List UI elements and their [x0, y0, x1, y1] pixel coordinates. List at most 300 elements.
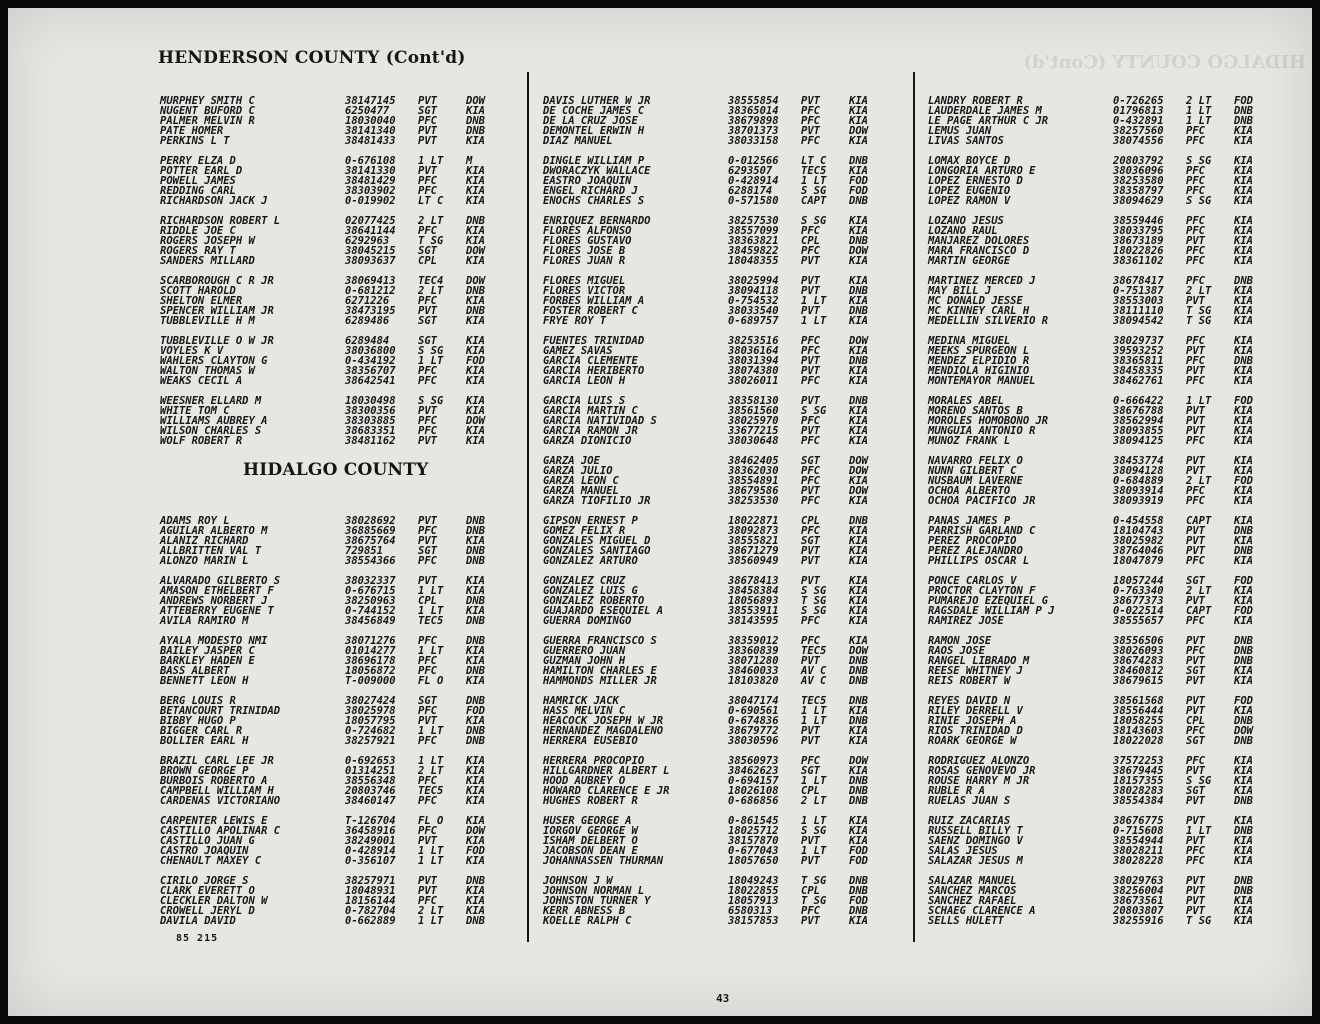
- rank: PFC: [1186, 495, 1205, 507]
- rank: TEC5: [418, 615, 444, 627]
- roster-name: RANGEL LIBRADO M: [928, 655, 1030, 667]
- service-number: 0-454558: [1113, 515, 1164, 527]
- casualty-status: KIA: [1234, 775, 1253, 787]
- rank: 2 LT: [1186, 475, 1212, 487]
- rank: PVT: [801, 95, 820, 107]
- roster-group: [928, 456, 1288, 506]
- bleed-through-text: HIDALGO COUNTY (Cont'd): [1023, 52, 1306, 73]
- rank: S SG: [418, 395, 444, 407]
- service-number: 38300356: [345, 405, 396, 417]
- rank: CPL: [801, 785, 820, 797]
- service-number: 38361102: [1113, 255, 1164, 267]
- service-number: 38074380: [728, 365, 779, 377]
- rank: PVT: [1186, 885, 1205, 897]
- service-number: 0-674836: [728, 715, 779, 727]
- rank: PVT: [1186, 525, 1205, 537]
- roster-name: LIVAS SANTOS: [928, 135, 1004, 147]
- roster-name: LAUDERDALE JAMES M: [928, 105, 1042, 117]
- service-number: 38365811: [1113, 355, 1164, 367]
- rank: PFC: [801, 345, 820, 357]
- casualty-status: DNB: [849, 665, 868, 677]
- casualty-status: FOD: [1234, 95, 1253, 107]
- casualty-status: KIA: [466, 785, 485, 797]
- casualty-status: FOD: [849, 895, 868, 907]
- casualty-status: DNB: [466, 545, 485, 557]
- service-number: 6580313: [728, 905, 773, 917]
- rank: PFC: [418, 825, 437, 837]
- rank: PFC: [418, 775, 437, 787]
- casualty-status: DNB: [1234, 115, 1253, 127]
- casualty-status: KIA: [1234, 415, 1253, 427]
- roster-entry: [160, 196, 520, 206]
- casualty-status: KIA: [1234, 765, 1253, 777]
- rank: 2 LT: [418, 765, 444, 777]
- roster-name: BIGGER CARL R: [160, 725, 243, 737]
- hidalgo-county-heading: HIDALGO COUNTY: [243, 460, 429, 480]
- casualty-status: DNB: [849, 675, 868, 687]
- rank: PFC: [1186, 175, 1205, 187]
- casualty-status: KIA: [849, 835, 868, 847]
- service-number: 38094128: [1113, 465, 1164, 477]
- service-number: 20803807: [1113, 905, 1164, 917]
- roster-name: GARCIA MARTIN C: [543, 405, 638, 417]
- service-number: 0-677043: [728, 845, 779, 857]
- service-number: 38676775: [1113, 815, 1164, 827]
- rank: 1 LT: [1186, 825, 1212, 837]
- casualty-status: KIA: [466, 755, 485, 767]
- service-number: 36885669: [345, 525, 396, 537]
- roster-name: POWELL JAMES: [160, 175, 236, 187]
- roster-name: BASS ALBERT: [160, 665, 230, 677]
- service-number: 18030498: [345, 395, 396, 407]
- casualty-status: KIA: [1234, 555, 1253, 567]
- rank: AV C: [801, 665, 827, 677]
- casualty-status: DNB: [849, 715, 868, 727]
- casualty-status: DNB: [466, 525, 485, 537]
- rank: 1 LT: [801, 845, 827, 857]
- roster-entry: [160, 556, 520, 566]
- casualty-status: DNB: [849, 515, 868, 527]
- rank: SGT: [1186, 785, 1205, 797]
- service-number: 6250477: [345, 105, 390, 117]
- casualty-status: KIA: [1234, 425, 1253, 437]
- casualty-status: DOW: [466, 95, 485, 107]
- rank: PVT: [418, 305, 437, 317]
- service-number: 38036096: [1113, 165, 1164, 177]
- roster-entry: [928, 136, 1288, 146]
- roster-group: [160, 336, 520, 386]
- roster-name: GUERRERO JUAN: [543, 645, 626, 657]
- roster-group: [928, 336, 1288, 386]
- service-number: 38071276: [345, 635, 396, 647]
- service-number: 0-751387: [1113, 285, 1164, 297]
- rank: PFC: [418, 415, 437, 427]
- roster-name: GONZALEZ ROBERTO: [543, 595, 645, 607]
- casualty-status: DNB: [466, 635, 485, 647]
- rank: PVT: [418, 135, 437, 147]
- service-number: 38111110: [1113, 305, 1164, 317]
- roster-group: [928, 276, 1288, 326]
- roster-name: MAY BILL J: [928, 285, 992, 297]
- service-number: 18022871: [728, 515, 779, 527]
- casualty-status: DOW: [1234, 725, 1253, 737]
- casualty-status: DNB: [1234, 645, 1253, 657]
- rank: 2 LT: [418, 285, 444, 297]
- rank: PVT: [418, 435, 437, 447]
- rank: 1 LT: [418, 355, 444, 367]
- rank: TEC4: [418, 275, 444, 287]
- casualty-status: KIA: [466, 255, 485, 267]
- roster-name: MOROLES HOMOBONO JR: [928, 415, 1049, 427]
- casualty-status: DOW: [849, 465, 868, 477]
- roster-name: RIOS TRINIDAD D: [928, 725, 1023, 737]
- service-number: 38365014: [728, 105, 779, 117]
- rank: T SG: [801, 895, 827, 907]
- casualty-status: KIA: [1234, 535, 1253, 547]
- rank: PVT: [1186, 545, 1205, 557]
- rank: PFC: [418, 795, 437, 807]
- roster-name: SALAZAR JESUS M: [928, 855, 1023, 867]
- casualty-status: KIA: [849, 425, 868, 437]
- casualty-status: DNB: [466, 915, 485, 927]
- rank: PFC: [801, 475, 820, 487]
- roster-group: [160, 216, 520, 266]
- roster-name: LOPEZ EUGENIO: [928, 185, 1011, 197]
- casualty-status: KIA: [466, 895, 485, 907]
- roster-name: BURBOIS ROBERTO A: [160, 775, 268, 787]
- rank: 1 LT: [418, 755, 444, 767]
- casualty-status: DNB: [466, 515, 485, 527]
- rank: PVT: [418, 125, 437, 137]
- service-number: 18057244: [1113, 575, 1164, 587]
- roster-name: POTTER EARL D: [160, 165, 243, 177]
- roster-name: BERG LOUIS R: [160, 695, 236, 707]
- casualty-status: KIA: [466, 795, 485, 807]
- roster-name: LOZANO JESUS: [928, 215, 1004, 227]
- casualty-status: KIA: [466, 835, 485, 847]
- service-number: 38679772: [728, 725, 779, 737]
- roster-group: [543, 276, 903, 326]
- service-number: 0-662889: [345, 915, 396, 927]
- roster-entry: [543, 376, 903, 386]
- service-number: 38093855: [1113, 425, 1164, 437]
- rank: 1 LT: [801, 315, 827, 327]
- roster-name: GONZALES MIGUEL D: [543, 535, 651, 547]
- casualty-status: DNB: [1234, 795, 1253, 807]
- service-number: 0-676108: [345, 155, 396, 167]
- roster-name: ALANIZ RICHARD: [160, 535, 249, 547]
- roster-name: SAENZ DOMINGO V: [928, 835, 1023, 847]
- casualty-status: DNB: [849, 785, 868, 797]
- service-number: 729851: [345, 545, 383, 557]
- service-number: 0-428914: [728, 175, 779, 187]
- service-number: 38257921: [345, 735, 396, 747]
- casualty-status: FOD: [1234, 575, 1253, 587]
- casualty-status: KIA: [466, 855, 485, 867]
- roster-name: REESE WHITNEY J: [928, 665, 1023, 677]
- roster-name: GARZA JULIO: [543, 465, 613, 477]
- casualty-status: KIA: [1234, 895, 1253, 907]
- roster-name: CASTRO JOAQUIN: [160, 845, 249, 857]
- service-number: 0-356107: [345, 855, 396, 867]
- service-number: 0-666422: [1113, 395, 1164, 407]
- roster-name: RICHARDSON JACK J: [160, 195, 268, 207]
- roster-name: GUERRA FRANCISCO S: [543, 635, 657, 647]
- roster-name: WEESNER ELLARD M: [160, 395, 262, 407]
- rank: PVT: [1186, 235, 1205, 247]
- service-number: 38026011: [728, 375, 779, 387]
- roster-entry: [543, 616, 903, 626]
- rank: 2 LT: [1186, 585, 1212, 597]
- roster-name: GARZA JOE: [543, 455, 600, 467]
- rank: PFC: [418, 185, 437, 197]
- rank: PFC: [801, 225, 820, 237]
- roster-name: REYES DAVID N: [928, 695, 1011, 707]
- casualty-status: KIA: [1234, 255, 1253, 267]
- service-number: 38462761: [1113, 375, 1164, 387]
- roster-group: [543, 816, 903, 866]
- rank: PVT: [801, 425, 820, 437]
- casualty-status: KIA: [466, 345, 485, 357]
- casualty-status: KIA: [849, 545, 868, 557]
- roster-name: NUSBAUM LAVERNE: [928, 475, 1023, 487]
- service-number: 0-684889: [1113, 475, 1164, 487]
- service-number: 18030040: [345, 115, 396, 127]
- service-number: 0-434192: [345, 355, 396, 367]
- roster-name: SALAS JESUS: [928, 845, 998, 857]
- roster-group: [543, 456, 903, 506]
- casualty-status: DNB: [849, 195, 868, 207]
- roster-entry: [160, 916, 520, 926]
- roster-name: GUZMAN JOHN H: [543, 655, 626, 667]
- service-number: 38674283: [1113, 655, 1164, 667]
- roster-name: JOHNSON J W: [543, 875, 613, 887]
- rank: 1 LT: [418, 605, 444, 617]
- rank: T SG: [801, 875, 827, 887]
- casualty-status: KIA: [849, 435, 868, 447]
- service-number: 39593252: [1113, 345, 1164, 357]
- roster-name: RIDDLE JOE C: [160, 225, 236, 237]
- service-number: 20803746: [345, 785, 396, 797]
- rank: PFC: [801, 335, 820, 347]
- roster-name: HOOD AUBREY O: [543, 775, 626, 787]
- rank: PFC: [418, 365, 437, 377]
- casualty-status: DNB: [466, 595, 485, 607]
- roster-group: [928, 576, 1288, 626]
- casualty-status: KIA: [466, 135, 485, 147]
- roster-name: FLORES ALFONSO: [543, 225, 632, 237]
- casualty-status: KIA: [1234, 855, 1253, 867]
- rank: PVT: [1186, 815, 1205, 827]
- casualty-status: KIA: [466, 655, 485, 667]
- service-number: 0-754532: [728, 295, 779, 307]
- roster-name: LE PAGE ARTHUR C JR: [928, 115, 1049, 127]
- service-number: 38069413: [345, 275, 396, 287]
- casualty-status: DOW: [466, 825, 485, 837]
- casualty-status: DOW: [849, 755, 868, 767]
- casualty-status: DOW: [849, 125, 868, 137]
- casualty-status: KIA: [1234, 345, 1253, 357]
- casualty-status: KIA: [466, 165, 485, 177]
- rank: PVT: [1186, 795, 1205, 807]
- rank: PVT: [1186, 835, 1205, 847]
- roster-name: CROWELL JERYL D: [160, 905, 255, 917]
- casualty-status: DNB: [849, 795, 868, 807]
- roster-name: RAMIREZ JOSE: [928, 615, 1004, 627]
- roster-name: CARPENTER LEWIS E: [160, 815, 268, 827]
- roster-name: FRYE ROY T: [543, 315, 607, 327]
- roster-group: [160, 876, 520, 926]
- document-page: [8, 8, 1312, 1016]
- service-number: 18048931: [345, 885, 396, 897]
- roster-group: [160, 276, 520, 326]
- casualty-status: KIA: [1234, 815, 1253, 827]
- rank: CPL: [801, 235, 820, 247]
- roster-name: FLORES JOSE B: [543, 245, 626, 257]
- service-number: 38679898: [728, 115, 779, 127]
- rank: PFC: [418, 705, 437, 717]
- roster-name: GARZA LEON C: [543, 475, 619, 487]
- rank: PVT: [1186, 875, 1205, 887]
- service-number: 38462405: [728, 455, 779, 467]
- casualty-status: DNB: [1234, 105, 1253, 117]
- service-number: 0-571580: [728, 195, 779, 207]
- roster-name: PROCTOR CLAYTON F: [928, 585, 1036, 597]
- roster-name: ROARK GEORGE W: [928, 735, 1017, 747]
- casualty-status: DNB: [849, 885, 868, 897]
- roster-name: DE COCHE JAMES C: [543, 105, 645, 117]
- rank: SGT: [418, 315, 437, 327]
- casualty-status: DNB: [466, 125, 485, 137]
- rank: AV C: [801, 675, 827, 687]
- casualty-status: KIA: [466, 645, 485, 657]
- casualty-status: DNB: [849, 305, 868, 317]
- service-number: 38253516: [728, 335, 779, 347]
- casualty-status: KIA: [466, 585, 485, 597]
- service-number: 33677215: [728, 425, 779, 437]
- roster-name: PUMAREJO EZEQUIEL G: [928, 595, 1049, 607]
- roster-name: CAMPBELL WILLIAM H: [160, 785, 274, 797]
- rank: PVT: [801, 285, 820, 297]
- service-number: 38253580: [1113, 175, 1164, 187]
- rank: SGT: [418, 245, 437, 257]
- rank: PFC: [1186, 125, 1205, 137]
- roster-group: [928, 216, 1288, 266]
- rank: PVT: [418, 95, 437, 107]
- casualty-status: KIA: [466, 905, 485, 917]
- roster-name: PALMER MELVIN R: [160, 115, 255, 127]
- rank: PVT: [418, 875, 437, 887]
- roster-name: BARKLEY HADEN E: [160, 655, 255, 667]
- roster-name: BAILEY JASPER C: [160, 645, 255, 657]
- service-number: 18022826: [1113, 245, 1164, 257]
- rank: SGT: [801, 765, 820, 777]
- casualty-status: KIA: [466, 235, 485, 247]
- service-number: 18156144: [345, 895, 396, 907]
- roster-name: HAMILTON CHARLES E: [543, 665, 657, 677]
- rank: S SG: [418, 345, 444, 357]
- casualty-status: KIA: [1234, 315, 1253, 327]
- roster-name: FLORES VICTOR: [543, 285, 626, 297]
- service-number: 38025982: [1113, 535, 1164, 547]
- casualty-status: KIA: [1234, 375, 1253, 387]
- roster-name: GARZA TIOFILIO JR: [543, 495, 651, 507]
- roster-group: [160, 756, 520, 806]
- casualty-status: DNB: [849, 355, 868, 367]
- casualty-status: KIA: [1234, 235, 1253, 247]
- roster-name: PARRISH GARLAND C: [928, 525, 1036, 537]
- rank: PFC: [1186, 275, 1205, 287]
- casualty-status: KIA: [1234, 195, 1253, 207]
- roster-group: [160, 576, 520, 626]
- roster-name: WAHLERS CLAYTON G: [160, 355, 268, 367]
- rank: 1 LT: [801, 295, 827, 307]
- casualty-status: KIA: [849, 475, 868, 487]
- service-number: 38143595: [728, 615, 779, 627]
- service-number: 38025978: [345, 705, 396, 717]
- service-number: 18026108: [728, 785, 779, 797]
- service-number: 38554384: [1113, 795, 1164, 807]
- service-number: 38555821: [728, 535, 779, 547]
- casualty-status: KIA: [466, 185, 485, 197]
- roster-name: SHELTON ELMER: [160, 295, 243, 307]
- roster-group: [543, 336, 903, 386]
- service-number: 38671279: [728, 545, 779, 557]
- rank: SGT: [418, 105, 437, 117]
- roster-name: BOLLIER EARL H: [160, 735, 249, 747]
- casualty-status: KIA: [466, 195, 485, 207]
- service-number: 0-744152: [345, 605, 396, 617]
- rank: PVT: [1186, 295, 1205, 307]
- roster-name: PATE HOMER: [160, 125, 224, 137]
- service-number: 38025970: [728, 415, 779, 427]
- rank: CPL: [801, 515, 820, 527]
- casualty-status: KIA: [849, 105, 868, 117]
- roster-name: DINGLE WILLIAM P: [543, 155, 645, 167]
- roster-name: DE LA CRUZ JOSE: [543, 115, 638, 127]
- service-number: 38676788: [1113, 405, 1164, 417]
- roster-entry: [543, 256, 903, 266]
- service-number: 0-763340: [1113, 585, 1164, 597]
- roster-entry: [160, 736, 520, 746]
- roster-entry: [543, 496, 903, 506]
- roster-name: DAVIS LUTHER W JR: [543, 95, 651, 107]
- roster-name: GARZA MANUEL: [543, 485, 619, 497]
- rank: PFC: [1186, 485, 1205, 497]
- rank: 2 LT: [418, 215, 444, 227]
- rank: SGT: [801, 535, 820, 547]
- rank: 1 LT: [418, 155, 444, 167]
- roster-name: AGUILAR ALBERTO M: [160, 525, 268, 537]
- rank: PVT: [1186, 405, 1205, 417]
- service-number: 02077425: [345, 215, 396, 227]
- roster-entry: [928, 256, 1288, 266]
- roster-entry: [928, 376, 1288, 386]
- rank: PFC: [418, 895, 437, 907]
- service-number: 38456849: [345, 615, 396, 627]
- roster-name: BROWN GEORGE P: [160, 765, 249, 777]
- rank: CAPT: [1186, 515, 1212, 527]
- casualty-status: KIA: [466, 605, 485, 617]
- casualty-status: KIA: [849, 215, 868, 227]
- roster-name: MARTINEZ MERCED J: [928, 275, 1036, 287]
- roster-name: GARCIA HERIBERTO: [543, 365, 645, 377]
- casualty-status: DNB: [466, 735, 485, 747]
- rank: PFC: [418, 635, 437, 647]
- column-divider: [913, 72, 915, 942]
- casualty-status: KIA: [1234, 465, 1253, 477]
- roster-entry: [543, 856, 903, 866]
